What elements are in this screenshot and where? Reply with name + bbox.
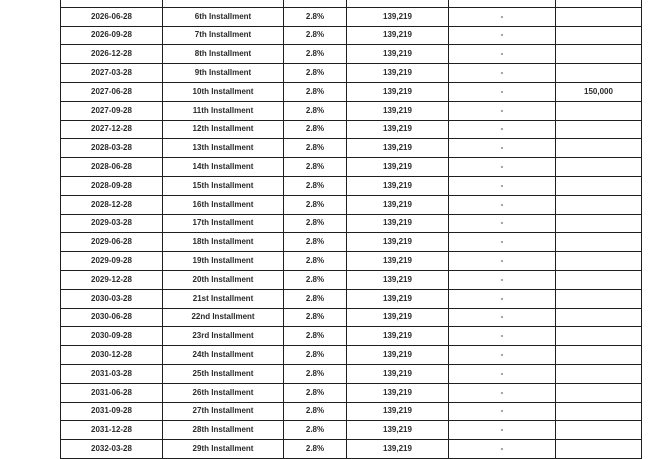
- amount-cell: 139,219: [347, 45, 449, 64]
- balance-cell: -: [449, 252, 556, 271]
- description-cell: 11th Installment: [163, 101, 284, 120]
- table-row: [61, 252, 642, 271]
- amount-cell: 139,219: [347, 289, 449, 308]
- extra-amount-cell: [556, 139, 642, 158]
- balance-cell: -: [449, 158, 556, 177]
- amount-cell: 139,219: [347, 26, 449, 45]
- table-row: [61, 233, 642, 252]
- extra-amount-cell: [556, 7, 642, 26]
- rate-cell: 2.8%: [284, 214, 347, 233]
- amount-cell: 139,219: [347, 214, 449, 233]
- extra-amount-cell: [556, 327, 642, 346]
- extra-amount-cell: [556, 45, 642, 64]
- date-cell: 2026-09-28: [61, 26, 163, 45]
- date-cell: 2032-03-28: [61, 440, 163, 459]
- amount-cell: 139,219: [347, 308, 449, 327]
- date-cell: 2026-12-28: [61, 45, 163, 64]
- balance-cell: -: [449, 383, 556, 402]
- balance-cell: -: [449, 327, 556, 346]
- extra-amount-cell: [556, 195, 642, 214]
- balance-cell: -: [449, 64, 556, 83]
- table-row: [61, 26, 642, 45]
- rate-cell: 2.8%: [284, 440, 347, 459]
- date-cell: 2029-06-28: [61, 233, 163, 252]
- date-cell: 2027-06-28: [61, 82, 163, 101]
- amount-cell: 139,219: [347, 82, 449, 101]
- description-cell: 21st Installment: [163, 289, 284, 308]
- rate-cell: 2.8%: [284, 270, 347, 289]
- date-cell: 2031-06-28: [61, 383, 163, 402]
- rate-cell: 2.8%: [284, 402, 347, 421]
- description-cell: 27th Installment: [163, 402, 284, 421]
- extra-amount-cell: [556, 421, 642, 440]
- extra-amount-cell: [556, 120, 642, 139]
- balance-cell: -: [449, 120, 556, 139]
- extra-amount-cell: [556, 289, 642, 308]
- extra-amount-cell: [556, 233, 642, 252]
- rate-cell: 2.8%: [284, 26, 347, 45]
- table-row: [61, 289, 642, 308]
- amount-cell: [347, 0, 449, 7]
- date-cell: 2028-06-28: [61, 158, 163, 177]
- amount-cell: 139,219: [347, 402, 449, 421]
- date-cell: 2029-12-28: [61, 270, 163, 289]
- extra-amount-cell: [556, 308, 642, 327]
- extra-amount-cell: [556, 402, 642, 421]
- description-cell: 7th Installment: [163, 26, 284, 45]
- table-row: [61, 195, 642, 214]
- extra-amount-cell: [556, 364, 642, 383]
- table-row: [61, 308, 642, 327]
- rate-cell: 2.8%: [284, 195, 347, 214]
- date-cell: 2030-06-28: [61, 308, 163, 327]
- extra-amount-cell: [556, 252, 642, 271]
- amount-cell: 139,219: [347, 195, 449, 214]
- description-cell: 24th Installment: [163, 346, 284, 365]
- balance-cell: -: [449, 176, 556, 195]
- amount-cell: 139,219: [347, 383, 449, 402]
- amount-cell: 139,219: [347, 270, 449, 289]
- table-row: [61, 327, 642, 346]
- installment-schedule-table: [60, 0, 642, 459]
- date-cell: 2031-03-28: [61, 364, 163, 383]
- table-row: [61, 383, 642, 402]
- extra-amount-cell: [556, 26, 642, 45]
- date-cell: 2030-03-28: [61, 289, 163, 308]
- date-cell: 2028-09-28: [61, 176, 163, 195]
- description-cell: 25th Installment: [163, 364, 284, 383]
- table-row: [61, 270, 642, 289]
- balance-cell: -: [449, 7, 556, 26]
- balance-cell: -: [449, 195, 556, 214]
- extra-amount-cell: [556, 176, 642, 195]
- description-cell: 10th Installment: [163, 82, 284, 101]
- extra-amount-cell: [556, 440, 642, 459]
- table-row: [61, 346, 642, 365]
- table-row: [61, 0, 642, 7]
- rate-cell: 2.8%: [284, 308, 347, 327]
- description-cell: 29th Installment: [163, 440, 284, 459]
- amount-cell: 139,219: [347, 364, 449, 383]
- description-cell: [163, 0, 284, 7]
- description-cell: 20th Installment: [163, 270, 284, 289]
- rate-cell: 2.8%: [284, 383, 347, 402]
- balance-cell: -: [449, 289, 556, 308]
- description-cell: 6th Installment: [163, 7, 284, 26]
- description-cell: 12th Installment: [163, 120, 284, 139]
- extra-amount-cell: [556, 158, 642, 177]
- date-cell: 2030-09-28: [61, 327, 163, 346]
- table-row: [61, 7, 642, 26]
- description-cell: 19th Installment: [163, 252, 284, 271]
- extra-amount-cell: [556, 214, 642, 233]
- rate-cell: 2.8%: [284, 421, 347, 440]
- date-cell: 2028-03-28: [61, 139, 163, 158]
- rate-cell: 2.8%: [284, 120, 347, 139]
- table-row: [61, 364, 642, 383]
- rate-cell: 2.8%: [284, 364, 347, 383]
- balance-cell: -: [449, 421, 556, 440]
- schedule-body: [61, 0, 642, 458]
- amount-cell: 139,219: [347, 158, 449, 177]
- rate-cell: 2.8%: [284, 233, 347, 252]
- table-row: [61, 158, 642, 177]
- date-cell: 2027-03-28: [61, 64, 163, 83]
- extra-amount-cell: [556, 64, 642, 83]
- description-cell: 22nd Installment: [163, 308, 284, 327]
- amount-cell: 139,219: [347, 421, 449, 440]
- rate-cell: 2.8%: [284, 139, 347, 158]
- extra-amount-cell: [556, 101, 642, 120]
- rate-cell: 2.8%: [284, 101, 347, 120]
- table-row: [61, 45, 642, 64]
- extra-amount-cell: [556, 383, 642, 402]
- rate-cell: 2.8%: [284, 346, 347, 365]
- balance-cell: -: [449, 364, 556, 383]
- table-row: [61, 402, 642, 421]
- rate-cell: 2.8%: [284, 64, 347, 83]
- amount-cell: 139,219: [347, 139, 449, 158]
- balance-cell: -: [449, 214, 556, 233]
- rate-cell: [284, 0, 347, 7]
- description-cell: 8th Installment: [163, 45, 284, 64]
- date-cell: 2027-12-28: [61, 120, 163, 139]
- table-row: [61, 176, 642, 195]
- balance-cell: -: [449, 45, 556, 64]
- table-row: [61, 120, 642, 139]
- rate-cell: 2.8%: [284, 82, 347, 101]
- date-cell: 2029-09-28: [61, 252, 163, 271]
- amount-cell: 139,219: [347, 64, 449, 83]
- amount-cell: 139,219: [347, 327, 449, 346]
- date-cell: [61, 0, 163, 7]
- description-cell: 26th Installment: [163, 383, 284, 402]
- amount-cell: 139,219: [347, 346, 449, 365]
- description-cell: 28th Installment: [163, 421, 284, 440]
- extra-amount-cell: [556, 346, 642, 365]
- amount-cell: 139,219: [347, 7, 449, 26]
- balance-cell: -: [449, 139, 556, 158]
- date-cell: 2027-09-28: [61, 101, 163, 120]
- description-cell: 23rd Installment: [163, 327, 284, 346]
- table-row: [61, 214, 642, 233]
- balance-cell: -: [449, 270, 556, 289]
- balance-cell: -: [449, 82, 556, 101]
- extra-amount-cell: [556, 0, 642, 7]
- date-cell: 2028-12-28: [61, 195, 163, 214]
- description-cell: 17th Installment: [163, 214, 284, 233]
- description-cell: 14th Installment: [163, 158, 284, 177]
- rate-cell: 2.8%: [284, 45, 347, 64]
- balance-cell: -: [449, 402, 556, 421]
- amount-cell: 139,219: [347, 252, 449, 271]
- date-cell: 2026-06-28: [61, 7, 163, 26]
- description-cell: 13th Installment: [163, 139, 284, 158]
- balance-cell: -: [449, 233, 556, 252]
- balance-cell: -: [449, 440, 556, 459]
- table-row: [61, 82, 642, 101]
- table-row: [61, 101, 642, 120]
- rate-cell: 2.8%: [284, 7, 347, 26]
- date-cell: 2030-12-28: [61, 346, 163, 365]
- description-cell: 18th Installment: [163, 233, 284, 252]
- table-row: [61, 139, 642, 158]
- balance-cell: [449, 0, 556, 7]
- amount-cell: 139,219: [347, 176, 449, 195]
- rate-cell: 2.8%: [284, 158, 347, 177]
- table-row: [61, 421, 642, 440]
- amount-cell: 139,219: [347, 120, 449, 139]
- table-row: [61, 64, 642, 83]
- description-cell: 15th Installment: [163, 176, 284, 195]
- rate-cell: 2.8%: [284, 289, 347, 308]
- balance-cell: -: [449, 101, 556, 120]
- table-row: [61, 440, 642, 459]
- description-cell: 9th Installment: [163, 64, 284, 83]
- amount-cell: 139,219: [347, 440, 449, 459]
- rate-cell: 2.8%: [284, 327, 347, 346]
- balance-cell: -: [449, 308, 556, 327]
- balance-cell: -: [449, 26, 556, 45]
- extra-amount-cell: 150,000: [556, 82, 642, 101]
- amount-cell: 139,219: [347, 233, 449, 252]
- rate-cell: 2.8%: [284, 252, 347, 271]
- amount-cell: 139,219: [347, 101, 449, 120]
- date-cell: 2029-03-28: [61, 214, 163, 233]
- date-cell: 2031-12-28: [61, 421, 163, 440]
- extra-amount-cell: [556, 270, 642, 289]
- date-cell: 2031-09-28: [61, 402, 163, 421]
- description-cell: 16th Installment: [163, 195, 284, 214]
- balance-cell: -: [449, 346, 556, 365]
- rate-cell: 2.8%: [284, 176, 347, 195]
